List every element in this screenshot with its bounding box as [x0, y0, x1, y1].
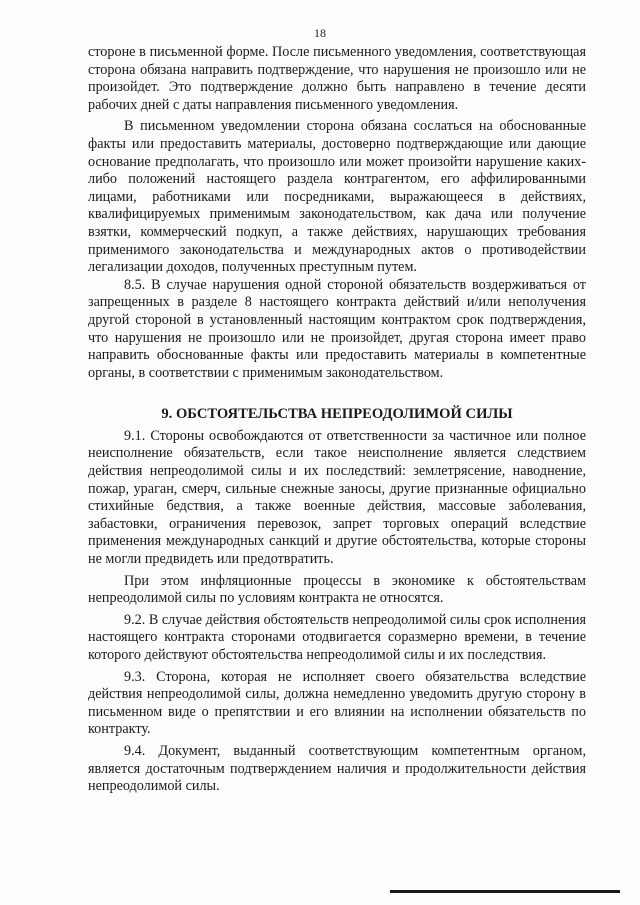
document-body	[88, 44, 586, 796]
paragraph-inflation: При этом инфляционные процессы в экономике к обстоятельствам непреодолимой силы по условиям контракта не относятся.	[88, 572, 586, 607]
page-number: 18	[314, 26, 326, 40]
paragraph-9-4: 9.4. Документ, выданный соответствующим компетентным органом, является достаточным подтверждением наличия и продолжительности действия непреодолимой силы.	[88, 742, 586, 795]
paragraph-8-5: 8.5. В случае нарушения одной стороной обязательств воздерживаться от запрещенных в разделе 8 настоящего контракта действий и/или неполучения другой стороной в установленный настоящим контрактом срок подтверждения, что нарушения не произошло или не произойдет, другая сторона имеет право направить обоснованные факты или предоставить материалы в компетентные органы, в соответствии с применимым законодательством.	[88, 276, 586, 381]
paragraph-8-4-end: стороне в письменной форме. После письменного уведомления, соответствующая сторона обязана направить подтверждение, что нарушения не произошло или не произойдет. Это подтверждение должно быть направлено в течение десяти рабочих дней с даты направления письменного уведомления.	[88, 44, 586, 113]
paragraph-9-3: 9.3. Сторона, которая не исполняет своего обязательства вследствие действия непреодолимой силы, должна немедленно уведомить другую сторону в письменном виде о препятствии и его влиянии на исполнении обязательств по контракту.	[88, 668, 586, 738]
scan-edge-line	[390, 890, 620, 893]
paragraph-9-2: 9.2. В случае действия обстоятельств непреодолимой силы срок исполнения настоящего контракта сторонами отодвигается соразмерно времени, в течение которого действуют обстоятельства непреодолимой силы и их последствия.	[88, 611, 586, 663]
paragraph-notice-content: В письменном уведомлении сторона обязана сослаться на обоснованные факты или предоставить материалы, достоверно подтверждающие или дающие основание предполагать, что произошло или может произойти нарушение каких-либо положений настоящего раздела контрагентом, его аффилированными лицами, работниками или посредниками, выражающееся в действиях, квалифицируемых применимым законодательством, как дача или получение взятки, коммерческий подкуп, а также действиях, нарушающих требования применимого законодательства и международных актов о противодействии легализации доходов, полученных преступным путем.	[88, 118, 586, 276]
paragraph-9-1: 9.1. Стороны освобождаются от ответственности за частичное или полное неисполнение обязательств, если такое неисполнение является следствием действия непреодолимой силы и их последствий: землетрясение, наводнение, пожар, ураган, смерч, сильные снежные заносы, другие признанные официально стихийные бедствия, а также военные действия, массовые заболевания, забастовки, ограничения перевозок, запрет торговых операций вследствие применения международных санкций и другие обстоятельства, которые стороны не могли предвидеть или предотвратить.	[88, 427, 586, 568]
section-heading-9: 9. ОБСТОЯТЕЛЬСТВА НЕПРЕОДОЛИМОЙ СИЛЫ	[161, 406, 513, 423]
